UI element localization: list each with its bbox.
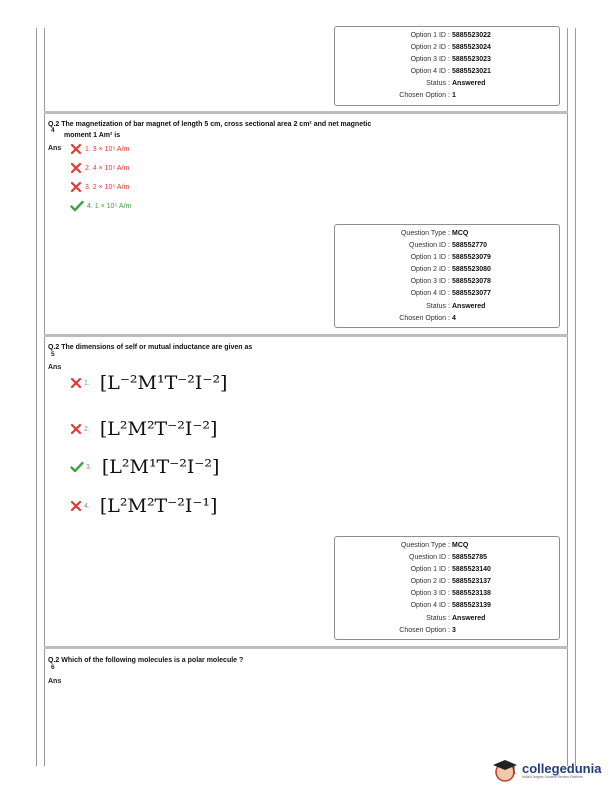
info-row: Question ID : 588552770 xyxy=(409,242,488,250)
info-row: Option 1 ID : 5885523022 xyxy=(410,32,491,39)
info-row: Chosen Option : 3 xyxy=(399,626,456,634)
cross-icon xyxy=(70,423,82,435)
check-icon xyxy=(70,200,84,212)
collegedunia-logo xyxy=(492,758,601,782)
info-row: Option 4 ID : 5885523021 xyxy=(410,68,491,76)
question-text xyxy=(48,343,252,352)
question-info-box xyxy=(334,536,560,640)
info-row: Question Type : MCQ xyxy=(400,230,469,237)
info-row: Question Type : MCQ xyxy=(400,542,469,549)
option-1 xyxy=(70,143,129,155)
option-number: 2. xyxy=(84,425,90,433)
option-1 xyxy=(70,372,227,394)
question-text-line1: Which of the following molecules is a polar molecule ? xyxy=(61,657,244,664)
question-label: Q.2 xyxy=(48,121,60,128)
page-border-left-outer xyxy=(36,28,37,766)
info-row: Question ID : 588552785 xyxy=(409,554,488,562)
option-4 xyxy=(70,495,217,517)
info-row: Option 4 ID : 5885523139 xyxy=(410,602,491,610)
cross-icon xyxy=(70,377,82,389)
cross-icon xyxy=(70,500,82,512)
page-border-left-inner xyxy=(44,28,45,766)
option-number: 4. xyxy=(84,502,90,510)
info-row: Option 2 ID : 5885523024 xyxy=(410,44,491,52)
section-divider xyxy=(44,111,568,114)
info-row: Chosen Option : 1 xyxy=(399,92,456,100)
option-text: 2. 4 × 10⁵ A/m xyxy=(85,164,130,172)
option-text: 4. 1 × 10⁵ A/m xyxy=(87,202,132,210)
info-row: Option 3 ID : 5885523023 xyxy=(410,56,491,64)
question-text xyxy=(48,120,371,129)
question-info-box xyxy=(334,26,560,106)
info-row: Status : Answered xyxy=(426,302,486,310)
option-formula: [L⁻²M¹T⁻²I⁻²] xyxy=(99,372,228,394)
info-row: Status : Answered xyxy=(426,614,486,622)
option-formula: [L²M²T⁻²I⁻²] xyxy=(99,418,218,440)
ans-label: Ans xyxy=(48,678,62,685)
question-text-line2: moment 1 Am² is xyxy=(64,132,121,139)
option-2 xyxy=(70,418,217,440)
info-row: Option 1 ID : 5885523079 xyxy=(410,254,491,262)
question-number: 4 xyxy=(51,127,55,134)
question-text-line1: The dimensions of self or mutual inductance are given as xyxy=(61,344,253,351)
question-number: 6 xyxy=(51,664,55,671)
question-info-box xyxy=(334,224,560,328)
info-row: Option 2 ID : 5885523137 xyxy=(410,578,491,586)
question-label: Q.2 xyxy=(48,657,60,664)
brand-name: collegedunia xyxy=(522,760,602,776)
option-number: 3. xyxy=(86,463,92,471)
option-formula: [L²M¹T⁻²I⁻²] xyxy=(101,456,220,478)
graduate-cap-logo-icon xyxy=(492,758,520,782)
page-border-right-outer xyxy=(575,28,576,766)
question-label: Q.2 xyxy=(48,344,60,351)
option-text: 1. 3 × 10⁵ A/m xyxy=(85,145,130,153)
check-icon xyxy=(70,461,84,473)
info-row: Status : Answered xyxy=(426,80,486,88)
section-divider xyxy=(44,334,568,337)
option-4 xyxy=(70,200,131,212)
option-number: 1. xyxy=(84,379,90,387)
option-2 xyxy=(70,162,129,174)
ans-label: Ans xyxy=(48,145,62,152)
cross-icon xyxy=(70,143,82,155)
option-formula: [L²M²T⁻²I⁻¹] xyxy=(99,495,218,517)
info-row: Option 3 ID : 5885523138 xyxy=(410,590,491,598)
question-number: 5 xyxy=(51,351,55,358)
question-text xyxy=(48,656,243,665)
ans-label: Ans xyxy=(48,364,62,371)
cross-icon xyxy=(70,162,82,174)
info-row: Option 1 ID : 5885523140 xyxy=(410,566,491,574)
page-border-right-inner xyxy=(567,28,568,766)
info-row: Option 4 ID : 5885523077 xyxy=(410,290,491,298)
question-text-line1: The magnetization of bar magnet of length 5 cm, cross sectional area 2 cm² and net magnetic xyxy=(61,121,372,128)
info-row: Chosen Option : 4 xyxy=(399,314,456,322)
info-row: Option 2 ID : 5885523080 xyxy=(410,266,491,274)
option-3 xyxy=(70,456,219,478)
brand-tagline: India's largest Student Review Platform xyxy=(522,774,583,779)
cross-icon xyxy=(70,181,82,193)
section-divider xyxy=(44,646,568,649)
option-3 xyxy=(70,181,129,193)
option-text: 3. 2 × 10⁵ A/m xyxy=(85,183,130,191)
info-row: Option 3 ID : 5885523078 xyxy=(410,278,491,286)
